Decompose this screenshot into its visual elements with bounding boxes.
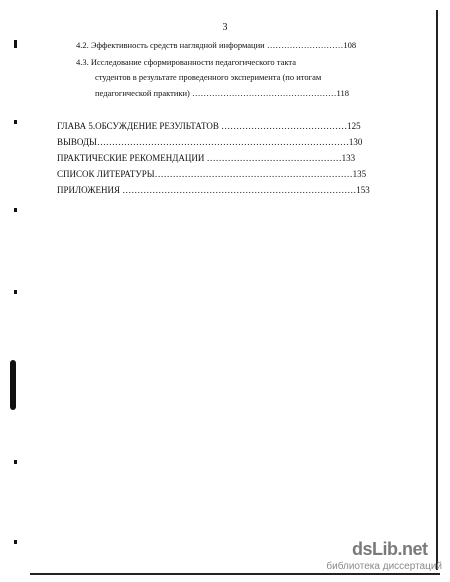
toc-item-4-3-line2: студентов в результате проведенного эксперимента (по итогам [95,72,322,82]
toc-item-recommendations: ПРАКТИЧЕСКИЕ РЕКОМЕНДАЦИИ ………………………………………133 [57,153,356,163]
scan-mark [10,360,16,410]
toc-item-4-3: 4.3. Исследование сформированности педагогического такта [76,57,296,67]
toc-item-chapter-5: ГЛАВА 5.ОБСУЖДЕНИЕ РЕЗУЛЬТАТОВ ……………………………………125 [57,121,361,131]
toc-item-4-3-line3: педагогической практики) ……………………………………………118 [95,88,349,98]
toc-item-4-2: 4.2. Эффективность средств наглядной информации ………………………108 [76,40,357,50]
scan-mark [14,290,17,294]
watermark-subtitle: библиотека диссертаций [326,561,442,572]
toc-item-references: СПИСОК ЛИТЕРАТУРЫ…………………………………………………………135 [57,169,367,179]
toc-item-conclusions: ВЫВОДЫ…………………………………………………………………………130 [57,137,363,147]
scan-mark [14,120,17,124]
watermark-logo: dsLib.net [352,539,428,559]
toc-item-appendices: ПРИЛОЖЕНИЯ ……………………………………………………………………153 [57,185,370,195]
scan-edge-right [436,10,438,570]
scan-mark [14,540,17,544]
page-number: 3 [222,22,228,33]
scan-mark [14,460,17,464]
watermark [326,539,442,575]
scan-mark [14,208,17,212]
scan-mark [14,40,17,48]
